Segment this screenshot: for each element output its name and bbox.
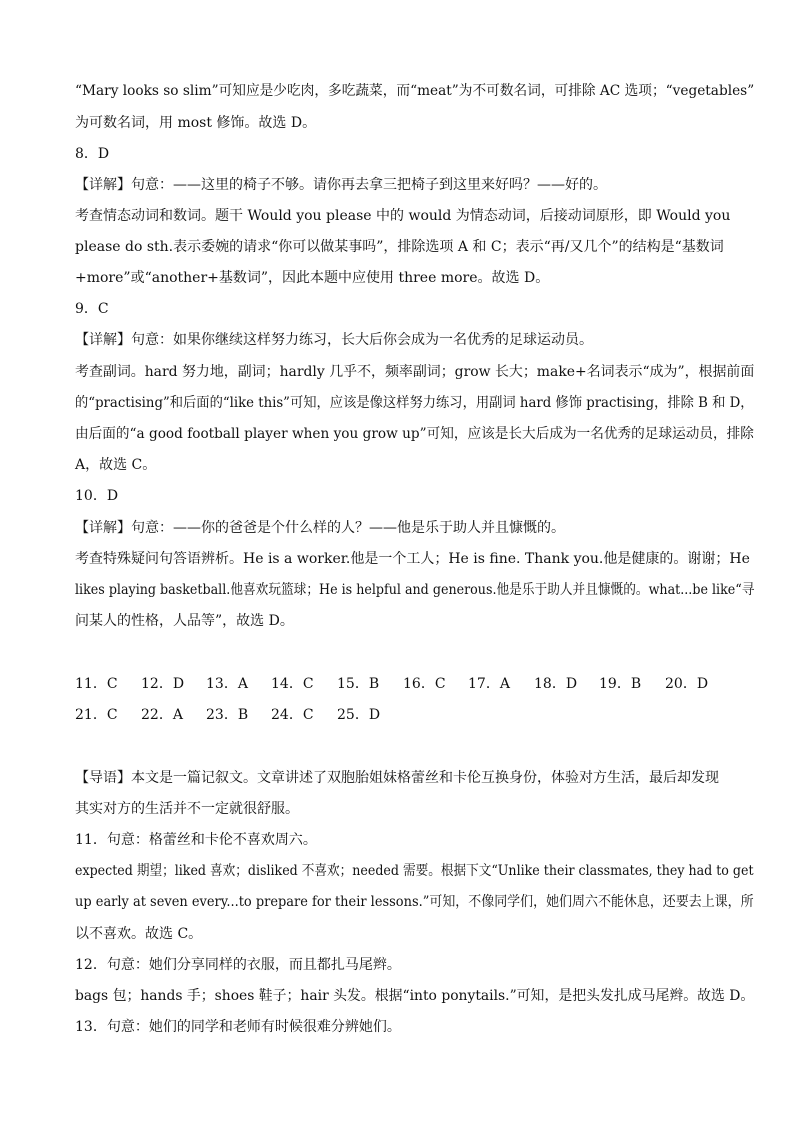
text-line: 其实对方的生活并不一定就很舒服。 — [75, 801, 299, 817]
text-line: +more”或“another+基数词”，因此本题中应使用 three more。故选 D。 — [75, 270, 550, 286]
text-line: bags 包；hands 手；shoes 鞋子；hair 头发。根据“into ponytails.”可知，是把头发扎成马尾辫。故选 D。 — [75, 988, 755, 1004]
question-number: 10．D — [75, 488, 119, 504]
answer-item: 16．C — [403, 676, 446, 692]
answer-item: 19．B — [599, 676, 642, 692]
text-line: 【详解】句意：如果你继续这样努力练习，长大后你会成为一名优秀的足球运动员。 — [75, 332, 593, 348]
text-line: 【详解】句意：——这里的椅子不够。请你再去拿三把椅子到这里来好吗？——好的。 — [75, 177, 607, 193]
text-line: likes playing basketball.他喜欢玩篮球；He is helpful and generous.他是乐于助人并且慷慨的。what...be like“寻 — [75, 582, 755, 598]
text-line: 问某人的性格，人品等”，故选 D。 — [75, 613, 294, 629]
answer-item: 23．B — [206, 707, 249, 723]
text-line: 由后面的“a good football player when you grow up”可知，应该是长大后成为一名优秀的足球运动员，排除 — [75, 426, 754, 442]
text-line: 12．句意：她们分享同样的衣服，而且都扎马尾辫。 — [75, 957, 401, 973]
answer-item: 17．A — [468, 676, 510, 692]
question-number: 8．D — [75, 146, 110, 162]
answer-item: 18．D — [534, 676, 578, 692]
text-line: expected 期望；liked 喜欢；disliked 不喜欢；needed 需要。根据下文“Unlike their classmates, they had to get — [75, 863, 754, 879]
answer-item: 25．D — [337, 707, 381, 723]
text-line: 【导语】本文是一篇记叙文。文章讲述了双胞胎姐妹格蕾丝和卡伦互换身份，体验对方生活，最后却发现 — [75, 770, 719, 786]
text-line: 为可数名词，用 most 修饰。故选 D。 — [75, 115, 317, 131]
text-line: 【详解】句意：——你的爸爸是个什么样的人？——他是乐于助人并且慷慨的。 — [75, 520, 565, 536]
text-line: 考查特殊疑问句答语辨析。He is a worker.他是一个工人；He is fine. Thank you.他是健康的。谢谢；He — [75, 551, 750, 567]
text-line: 11．句意：格蕾丝和卡伦不喜欢周六。 — [75, 832, 317, 848]
answer-item: 13．A — [206, 676, 248, 692]
answer-item: 21．C — [75, 707, 118, 723]
answer-item: 20．D — [665, 676, 709, 692]
answer-item: 12．D — [141, 676, 185, 692]
answer-item: 11．C — [75, 676, 118, 692]
text-line: please do sth.表示委婉的请求“你可以做某事吗”，排除选项 A 和 C；表示“再/又几个”的结构是“基数词 — [75, 239, 724, 255]
text-line: 以不喜欢。故选 C。 — [75, 926, 203, 942]
text-line: A，故选 C。 — [75, 457, 157, 473]
question-number: 9．C — [75, 301, 109, 317]
text-line: 的“practising”和后面的“like this”可知，应该是像这样努力练习，用副词 hard 修饰 practising，排除 B 和 D， — [75, 395, 754, 411]
text-line: 考查副词。hard 努力地，副词；hardly 几乎不，频率副词；grow 长大；make+名词表示“成为”，根据前面 — [75, 364, 755, 380]
text-line: 13．句意：她们的同学和老师有时候很难分辨她们。 — [75, 1019, 401, 1035]
text-line: up early at seven every...to prepare for their lessons.”可知，不像同学们，她们周六不能休息，还要去上课，所 — [75, 894, 754, 910]
answer-item: 24．C — [271, 707, 314, 723]
answer-item: 15．B — [337, 676, 380, 692]
text-line: 考查情态动词和数词。题干 Would you please 中的 would 为情态动词，后接动词原形，即 Would you — [75, 208, 731, 224]
answer-item: 22．A — [141, 707, 183, 723]
text-line: “Mary looks so slim”可知应是少吃肉，多吃蔬菜，而“meat”为不可数名词，可排除 AC 选项；“vegetables” — [75, 83, 755, 99]
answer-item: 14．C — [271, 676, 314, 692]
